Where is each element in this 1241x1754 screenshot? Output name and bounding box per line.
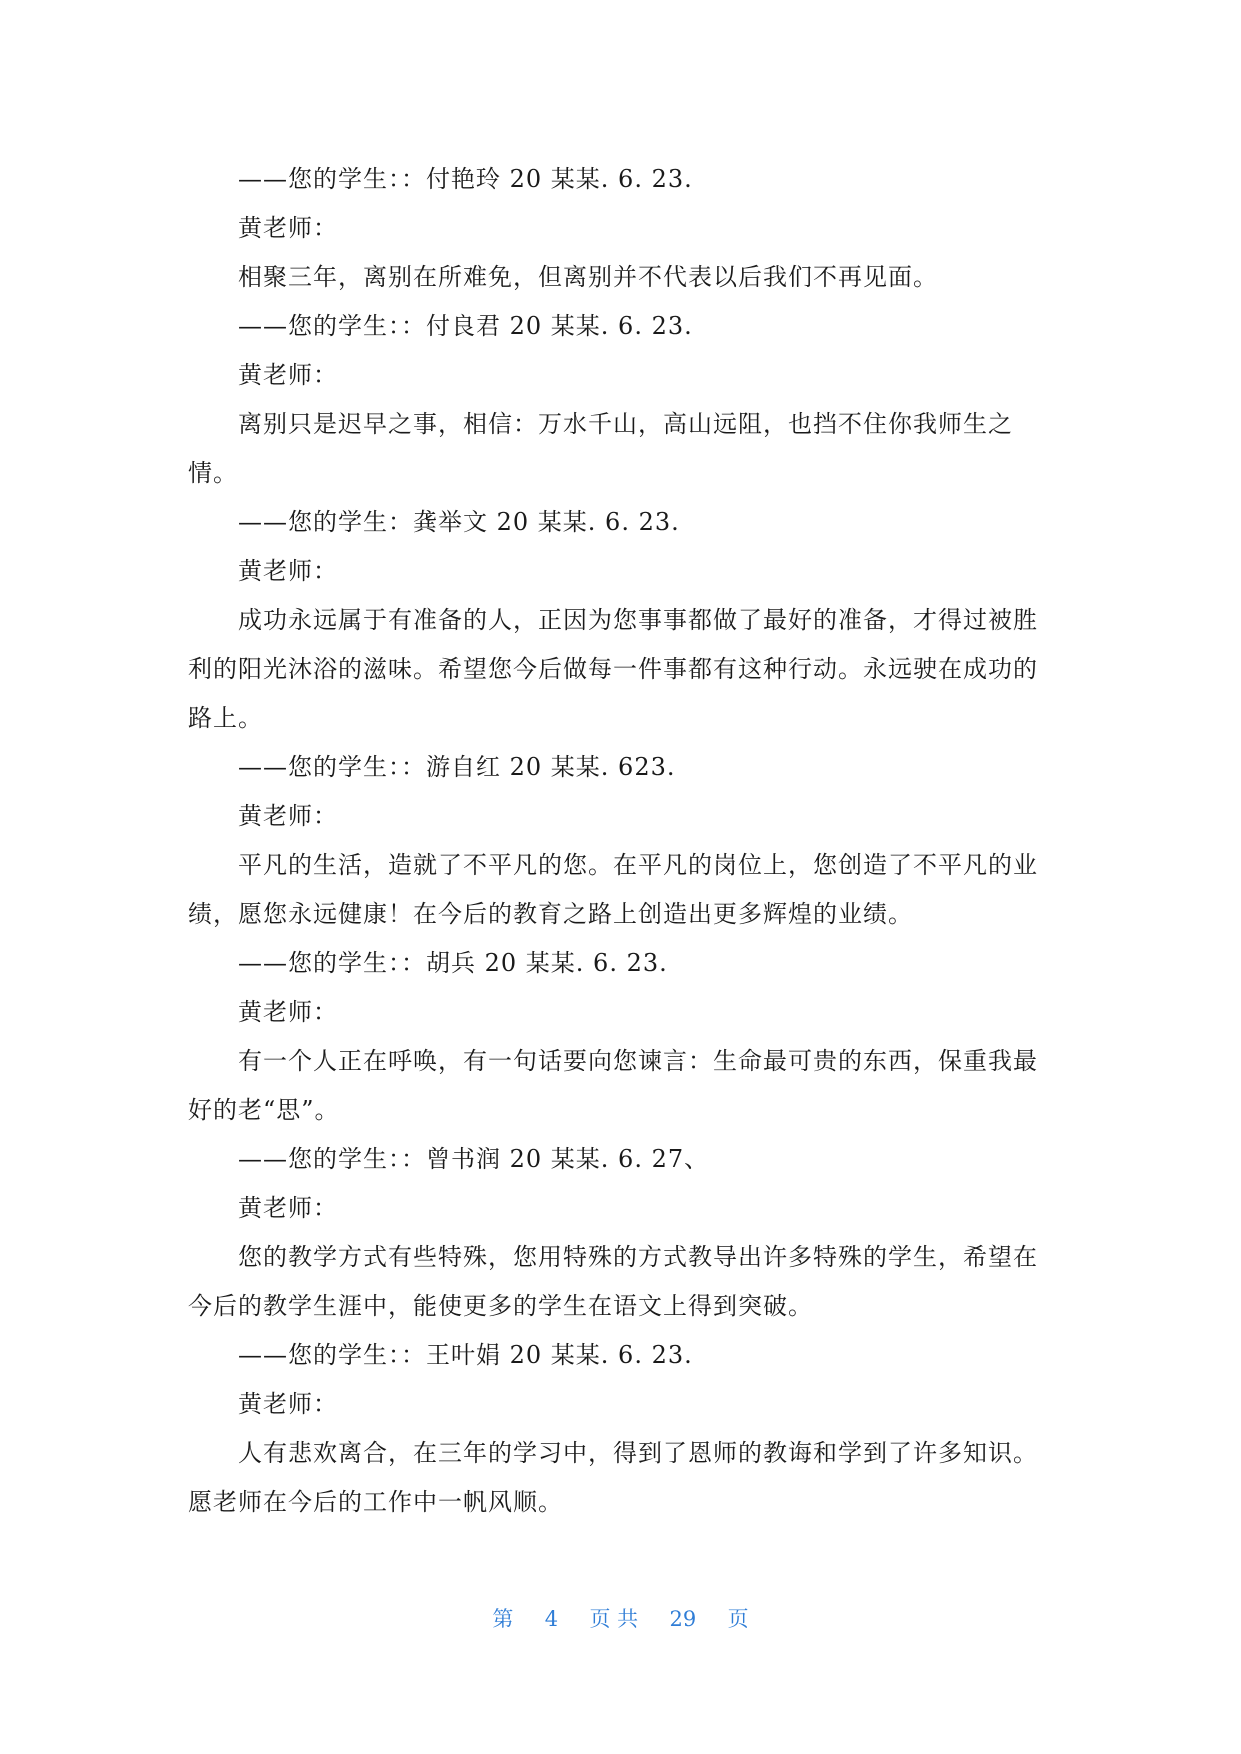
signature-line: ——您的学生：：付艳玲 20 某某. 6. 23. <box>238 165 693 193</box>
salutation: 黄老师： <box>238 802 338 830</box>
message-paragraph: 相聚三年，离别在所难免，但离别并不代表以后我们不再见面。 <box>238 263 938 291</box>
signature-line: ——您的学生：龚举文 20 某某. 6. 23. <box>238 508 680 536</box>
message-paragraph: 有一个人正在呼唤，有一句话要向您谏言：生命最可贵的东西，保重我最好的老“思”。 <box>188 1047 1038 1124</box>
page-footer <box>0 1604 1241 1634</box>
message-paragraph: 离别只是迟早之事，相信：万水千山，高山远阻，也挡不住你我师生之情。 <box>188 410 1013 487</box>
signature-line: ——您的学生：：胡兵 20 某某. 6. 23. <box>238 949 668 977</box>
salutation: 黄老师： <box>238 214 338 242</box>
message-paragraph: 成功永远属于有准备的人，正因为您事事都做了最好的准备，才得过被胜利的阳光沐浴的滋味。希望您今后做每一件事都有这种行动。永远驶在成功的路上。 <box>188 606 1038 732</box>
signature-line: ——您的学生：：曾书润 20 某某. 6. 27、 <box>238 1145 710 1173</box>
salutation: 黄老师： <box>238 1390 338 1418</box>
message-paragraph: 平凡的生活，造就了不平凡的您。在平凡的岗位上，您创造了不平凡的业绩，愿您永远健康！在今后的教育之路上创造出更多辉煌的业绩。 <box>188 851 1038 928</box>
salutation: 黄老师： <box>238 361 338 389</box>
footer-suffix: 页 <box>727 1607 749 1631</box>
footer-prefix: 第 <box>492 1607 514 1631</box>
signature-line: ——您的学生：：王叶娟 20 某某. 6. 23. <box>238 1341 693 1369</box>
salutation: 黄老师： <box>238 557 338 585</box>
signature-line: ——您的学生：：游自红 20 某某. 623. <box>238 753 676 781</box>
signature-line: ——您的学生：：付良君 20 某某. 6. 23. <box>238 312 693 340</box>
salutation: 黄老师： <box>238 998 338 1026</box>
message-paragraph: 人有悲欢离合，在三年的学习中，得到了恩师的教诲和学到了许多知识。愿老师在今后的工作中一帆风顺。 <box>188 1439 1038 1516</box>
total-pages-number: 29 <box>669 1607 697 1631</box>
message-paragraph: 您的教学方式有些特殊，您用特殊的方式教导出许多特殊的学生，希望在今后的教学生涯中，能使更多的学生在语文上得到突破。 <box>188 1243 1038 1320</box>
current-page-number: 4 <box>544 1607 559 1631</box>
footer-middle: 页 共 <box>589 1607 639 1631</box>
document-body <box>188 155 1052 1527</box>
salutation: 黄老师： <box>238 1194 338 1222</box>
